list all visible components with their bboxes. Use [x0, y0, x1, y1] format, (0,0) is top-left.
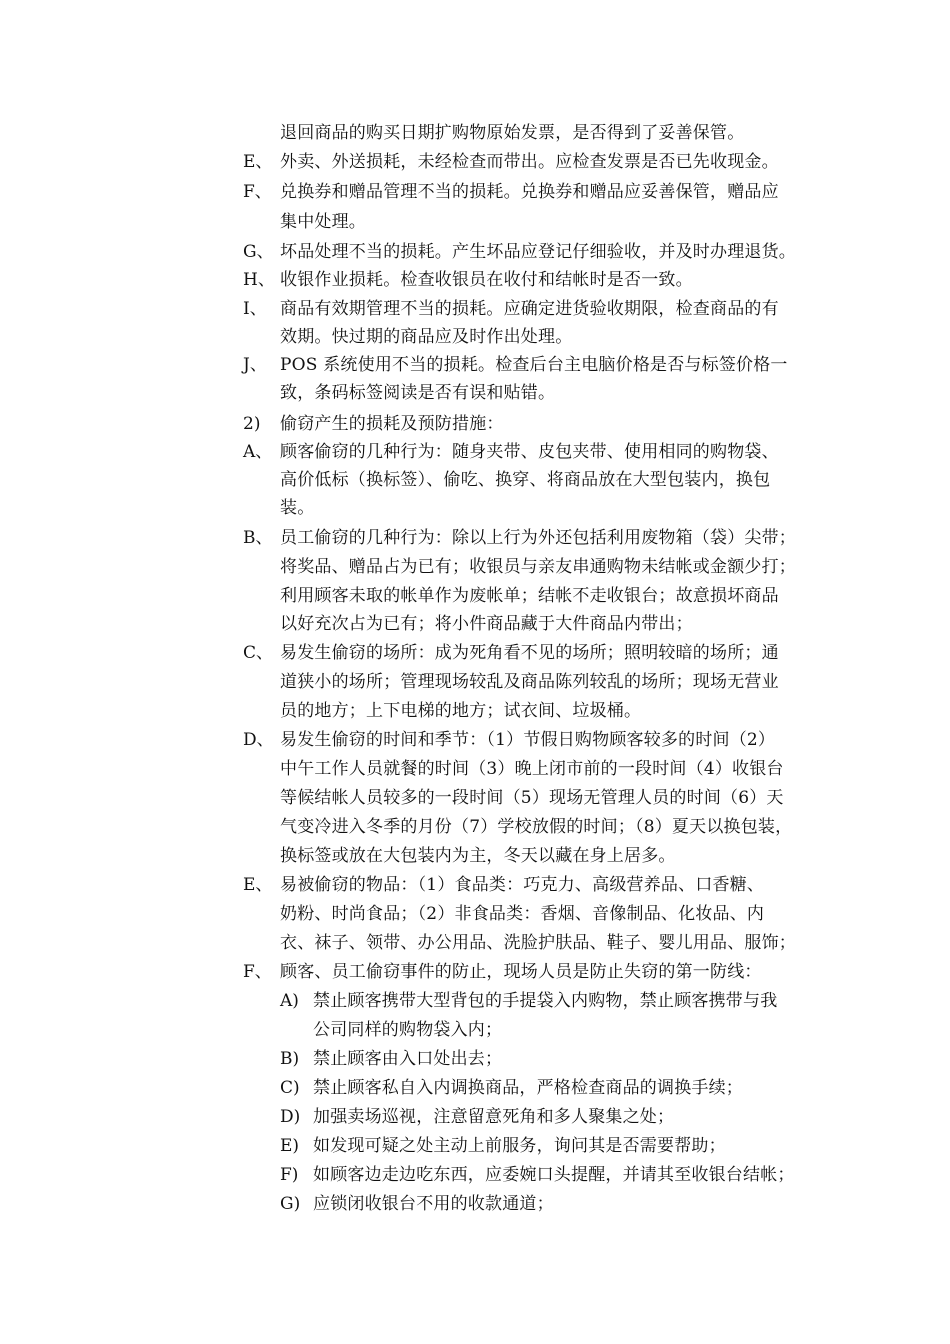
text-line: 易被偷窃的物品：（1）食品类：巧克力、高级营养品、口香糖、 [280, 875, 765, 895]
text-line: 兑换券和赠品管理不当的损耗。兑换券和赠品应妥善保管，赠品应 [280, 182, 779, 202]
text-line: 员工偷窃的几种行为：除以上行为外还包括利用废物箱（袋）尖带； [280, 528, 796, 548]
text-line: 收银作业损耗。检查收银员在收付和结帐时是否一致。 [280, 270, 693, 290]
list-marker: C) [280, 1078, 300, 1098]
text-line: 公司同样的购物袋入内； [313, 1020, 503, 1040]
text-line: 易发生偷窃的时间和季节：（1）节假日购物顾客较多的时间（2） [280, 730, 776, 750]
text-line: 加强卖场巡视，注意留意死角和多人聚集之处； [313, 1107, 675, 1127]
list-marker: F) [280, 1165, 299, 1185]
list-marker: A、 [243, 442, 273, 462]
text-line: 将奖品、赠品占为已有；收银员与亲友串通购物未结帐或金额少打； [280, 557, 796, 577]
text-line: 衣、袜子、领带、办公用品、洗脸护肤品、鞋子、婴儿用品、服饰； [280, 933, 796, 953]
text-line: 禁止顾客携带大型背包的手提袋入内购物，禁止顾客携带与我 [313, 991, 778, 1011]
text-line: 禁止顾客私自入内调换商品，严格检查商品的调换手续； [313, 1078, 743, 1098]
list-marker: D) [280, 1107, 301, 1127]
text-line: 外卖、外送损耗，未经检查而带出。应检查发票是否已先收现金。 [280, 152, 779, 172]
text-line: 中午工作人员就餐的时间（3）晚上闭市前的一段时间（4）收银台 [280, 759, 784, 779]
text-line: 偷窃产生的损耗及预防措施： [280, 414, 504, 434]
text-line: 坏品处理不当的损耗。产生坏品应登记仔细验收，并及时办理退货。 [280, 242, 796, 262]
text-line: 商品有效期管理不当的损耗。应确定进货验收期限，检查商品的有 [280, 299, 779, 319]
list-marker: B、 [243, 528, 273, 548]
list-marker: E、 [243, 875, 273, 895]
list-marker: J、 [243, 355, 267, 375]
text-line: 高价低标（换标签）、偷吃、换穿、将商品放在大型包装内，换包 [280, 470, 771, 490]
list-marker: 2) [243, 414, 261, 434]
text-line: 集中处理。 [280, 212, 366, 232]
text-line: 致，条码标签阅读是否有误和贴错。 [280, 383, 556, 403]
list-marker: E、 [243, 152, 273, 172]
list-marker: H、 [243, 270, 275, 290]
text-line: 顾客偷窃的几种行为：随身夹带、皮包夹带、使用相同的购物袋、 [280, 442, 779, 462]
text-line: 气变冷进入冬季的月份（7）学校放假的时间；（8）夏天以换包装， [280, 817, 793, 837]
list-marker: D、 [243, 730, 274, 750]
text-line: 应锁闭收银台不用的收款通道； [313, 1194, 554, 1214]
text-line: 效期。快过期的商品应及时作出处理。 [280, 327, 573, 347]
text-line: 易发生偷窃的场所：成为死角看不见的场所；照明较暗的场所；通 [280, 643, 779, 663]
list-marker: I、 [243, 299, 267, 319]
text-line: 等候结帐人员较多的一段时间（5）现场无管理人员的时间（6）天 [280, 788, 784, 808]
text-line: 员的地方；上下电梯的地方；试衣间、垃圾桶。 [280, 701, 642, 721]
list-marker: F、 [243, 962, 272, 982]
text-line: 退回商品的购买日期扩购物原始发票，是否得到了妥善保管。 [280, 123, 745, 143]
list-marker: G) [280, 1194, 301, 1214]
text-line: 装。 [280, 498, 315, 518]
text-line: 利用顾客未取的帐单作为废帐单；结帐不走收银台；故意损坏商品 [280, 586, 779, 606]
list-marker: A) [280, 991, 299, 1011]
list-marker: G、 [243, 242, 274, 262]
list-marker: C、 [243, 643, 274, 663]
list-marker: F、 [243, 182, 272, 202]
text-line: 如发现可疑之处主动上前服务，询问其是否需要帮助； [313, 1136, 726, 1156]
text-line: 禁止顾客由入口处出去； [313, 1049, 503, 1069]
text-line: 顾客、员工偷窃事件的防止，现场人员是防止失窃的第一防线： [280, 962, 762, 982]
text-line: 奶粉、时尚食品；（2）非食品类：香烟、音像制品、化妆品、内 [280, 904, 765, 924]
list-marker: E) [280, 1136, 300, 1156]
text-line: POS 系统使用不当的损耗。检查后台主电脑价格是否与标签价格一 [280, 355, 788, 375]
text-line: 如顾客边走边吃东西，应委婉口头提醒，并请其至收银台结帐； [313, 1165, 795, 1185]
text-line: 以好充次占为已有；将小件商品藏于大件商品内带出； [280, 614, 693, 634]
text-line: 换标签或放在大包装内为主，冬天以藏在身上居多。 [280, 846, 676, 866]
text-line: 道狭小的场所；管理现场较乱及商品陈列较乱的场所；现场无营业 [280, 672, 779, 692]
list-marker: B) [280, 1049, 300, 1069]
